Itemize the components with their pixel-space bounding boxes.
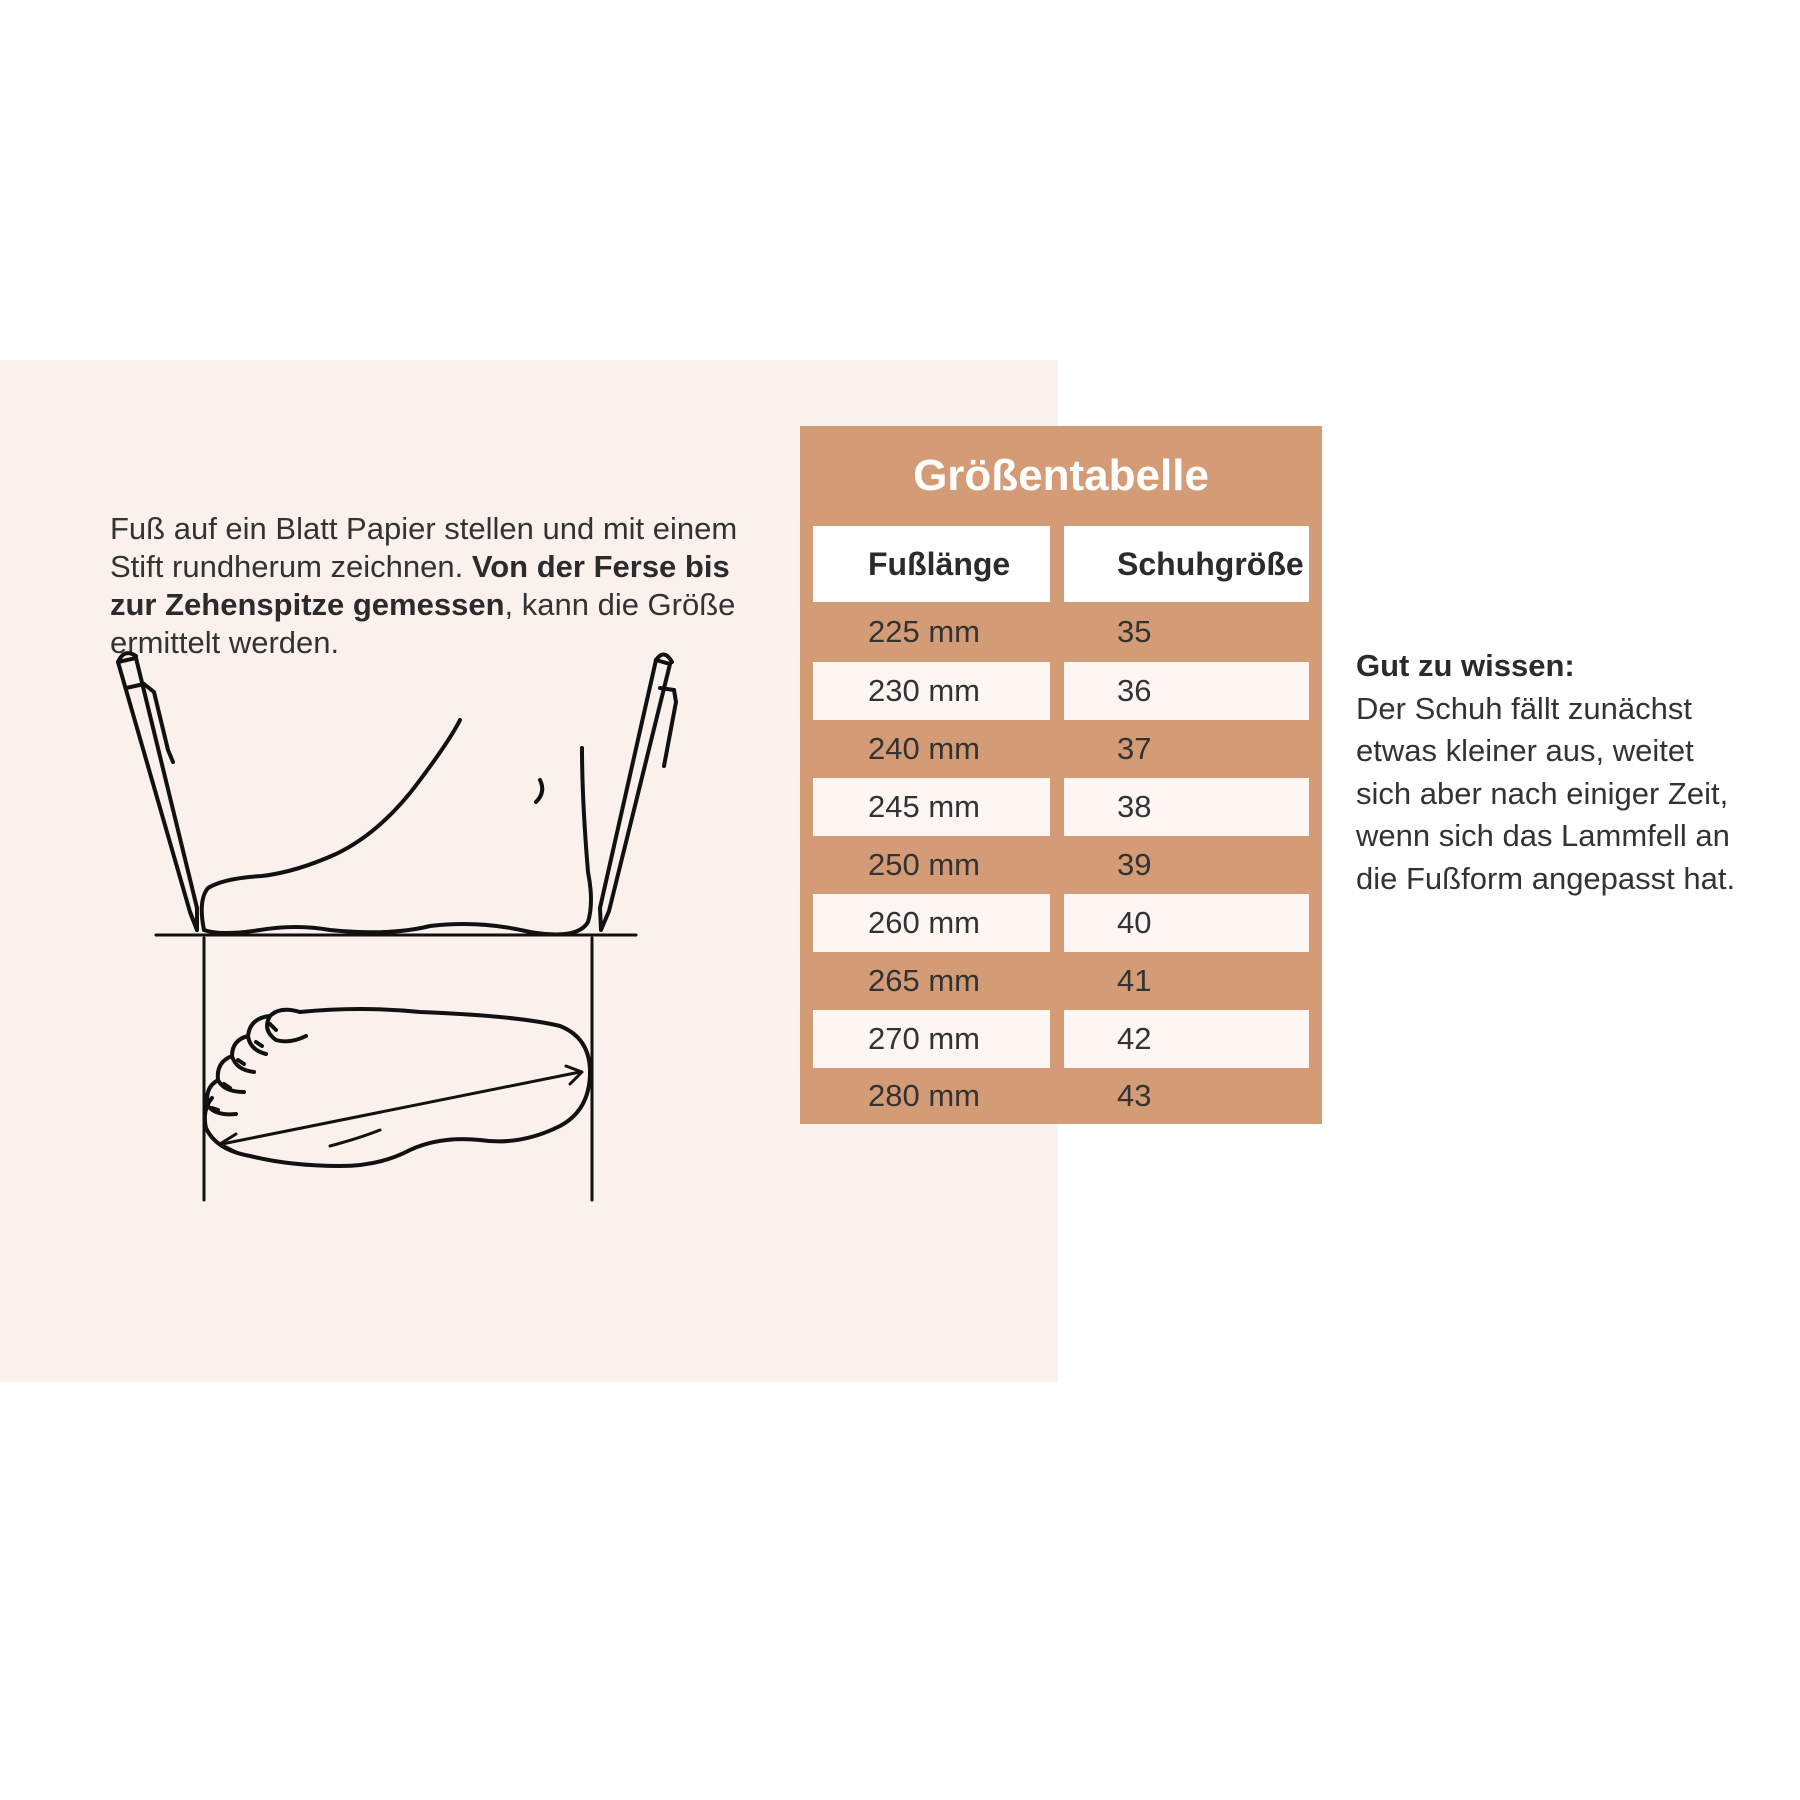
instructions-text-bold: Von der Ferse bis zur Zehenspitze gemessen: [110, 549, 730, 622]
cell-shoe-size: 38: [1064, 778, 1309, 836]
foot-side-view: [202, 720, 591, 934]
cell-foot-length: 280 mm: [868, 1078, 980, 1113]
note-title: Gut zu wissen:: [1356, 648, 1575, 683]
cell-foot-length: 225 mm: [868, 614, 980, 649]
instructions-text-2: , kann die Größe ermittelt werden.: [110, 587, 736, 660]
cell-shoe-size: 40: [1064, 894, 1309, 952]
cell-shoe-size: 39: [1117, 847, 1152, 882]
cell-foot-length: 230 mm: [813, 662, 1050, 720]
cell-foot-length: 270 mm: [813, 1010, 1050, 1068]
foot-top-view: [205, 1009, 590, 1166]
foot-measuring-illustration: [0, 640, 700, 1220]
table-title: Größentabelle: [913, 451, 1209, 500]
left-pencil-icon: [118, 653, 197, 930]
cell-foot-length: 260 mm: [813, 894, 1050, 952]
cell-foot-length: 250 mm: [868, 847, 980, 882]
cell-shoe-size: 43: [1117, 1078, 1152, 1113]
right-pencil-icon: [600, 654, 676, 930]
cell-shoe-size: 37: [1117, 731, 1152, 766]
note-text: Der Schuh fällt zunächst etwas kleiner aus, weitet sich aber nach einiger Zeit, wenn sich das Lammfell an die Fußform angepasst hat.: [1356, 690, 1736, 896]
cell-foot-length: 240 mm: [868, 731, 980, 766]
header-shoe-size: Schuhgröße: [1064, 526, 1309, 602]
cell-foot-length: 265 mm: [868, 963, 980, 998]
size-table: [800, 426, 1322, 1124]
cell-shoe-size: 41: [1117, 963, 1152, 998]
good-to-know-note: [1356, 645, 1756, 900]
cell-shoe-size: 36: [1064, 662, 1309, 720]
cell-shoe-size: 42: [1064, 1010, 1309, 1068]
cell-foot-length: 245 mm: [813, 778, 1050, 836]
instructions-text-1: Fuß auf ein Blatt Papier stellen und mit einem Stift rundherum zeichnen.: [110, 511, 738, 584]
header-foot-length: Fußlänge: [813, 526, 1050, 602]
cell-shoe-size: 35: [1117, 614, 1152, 649]
